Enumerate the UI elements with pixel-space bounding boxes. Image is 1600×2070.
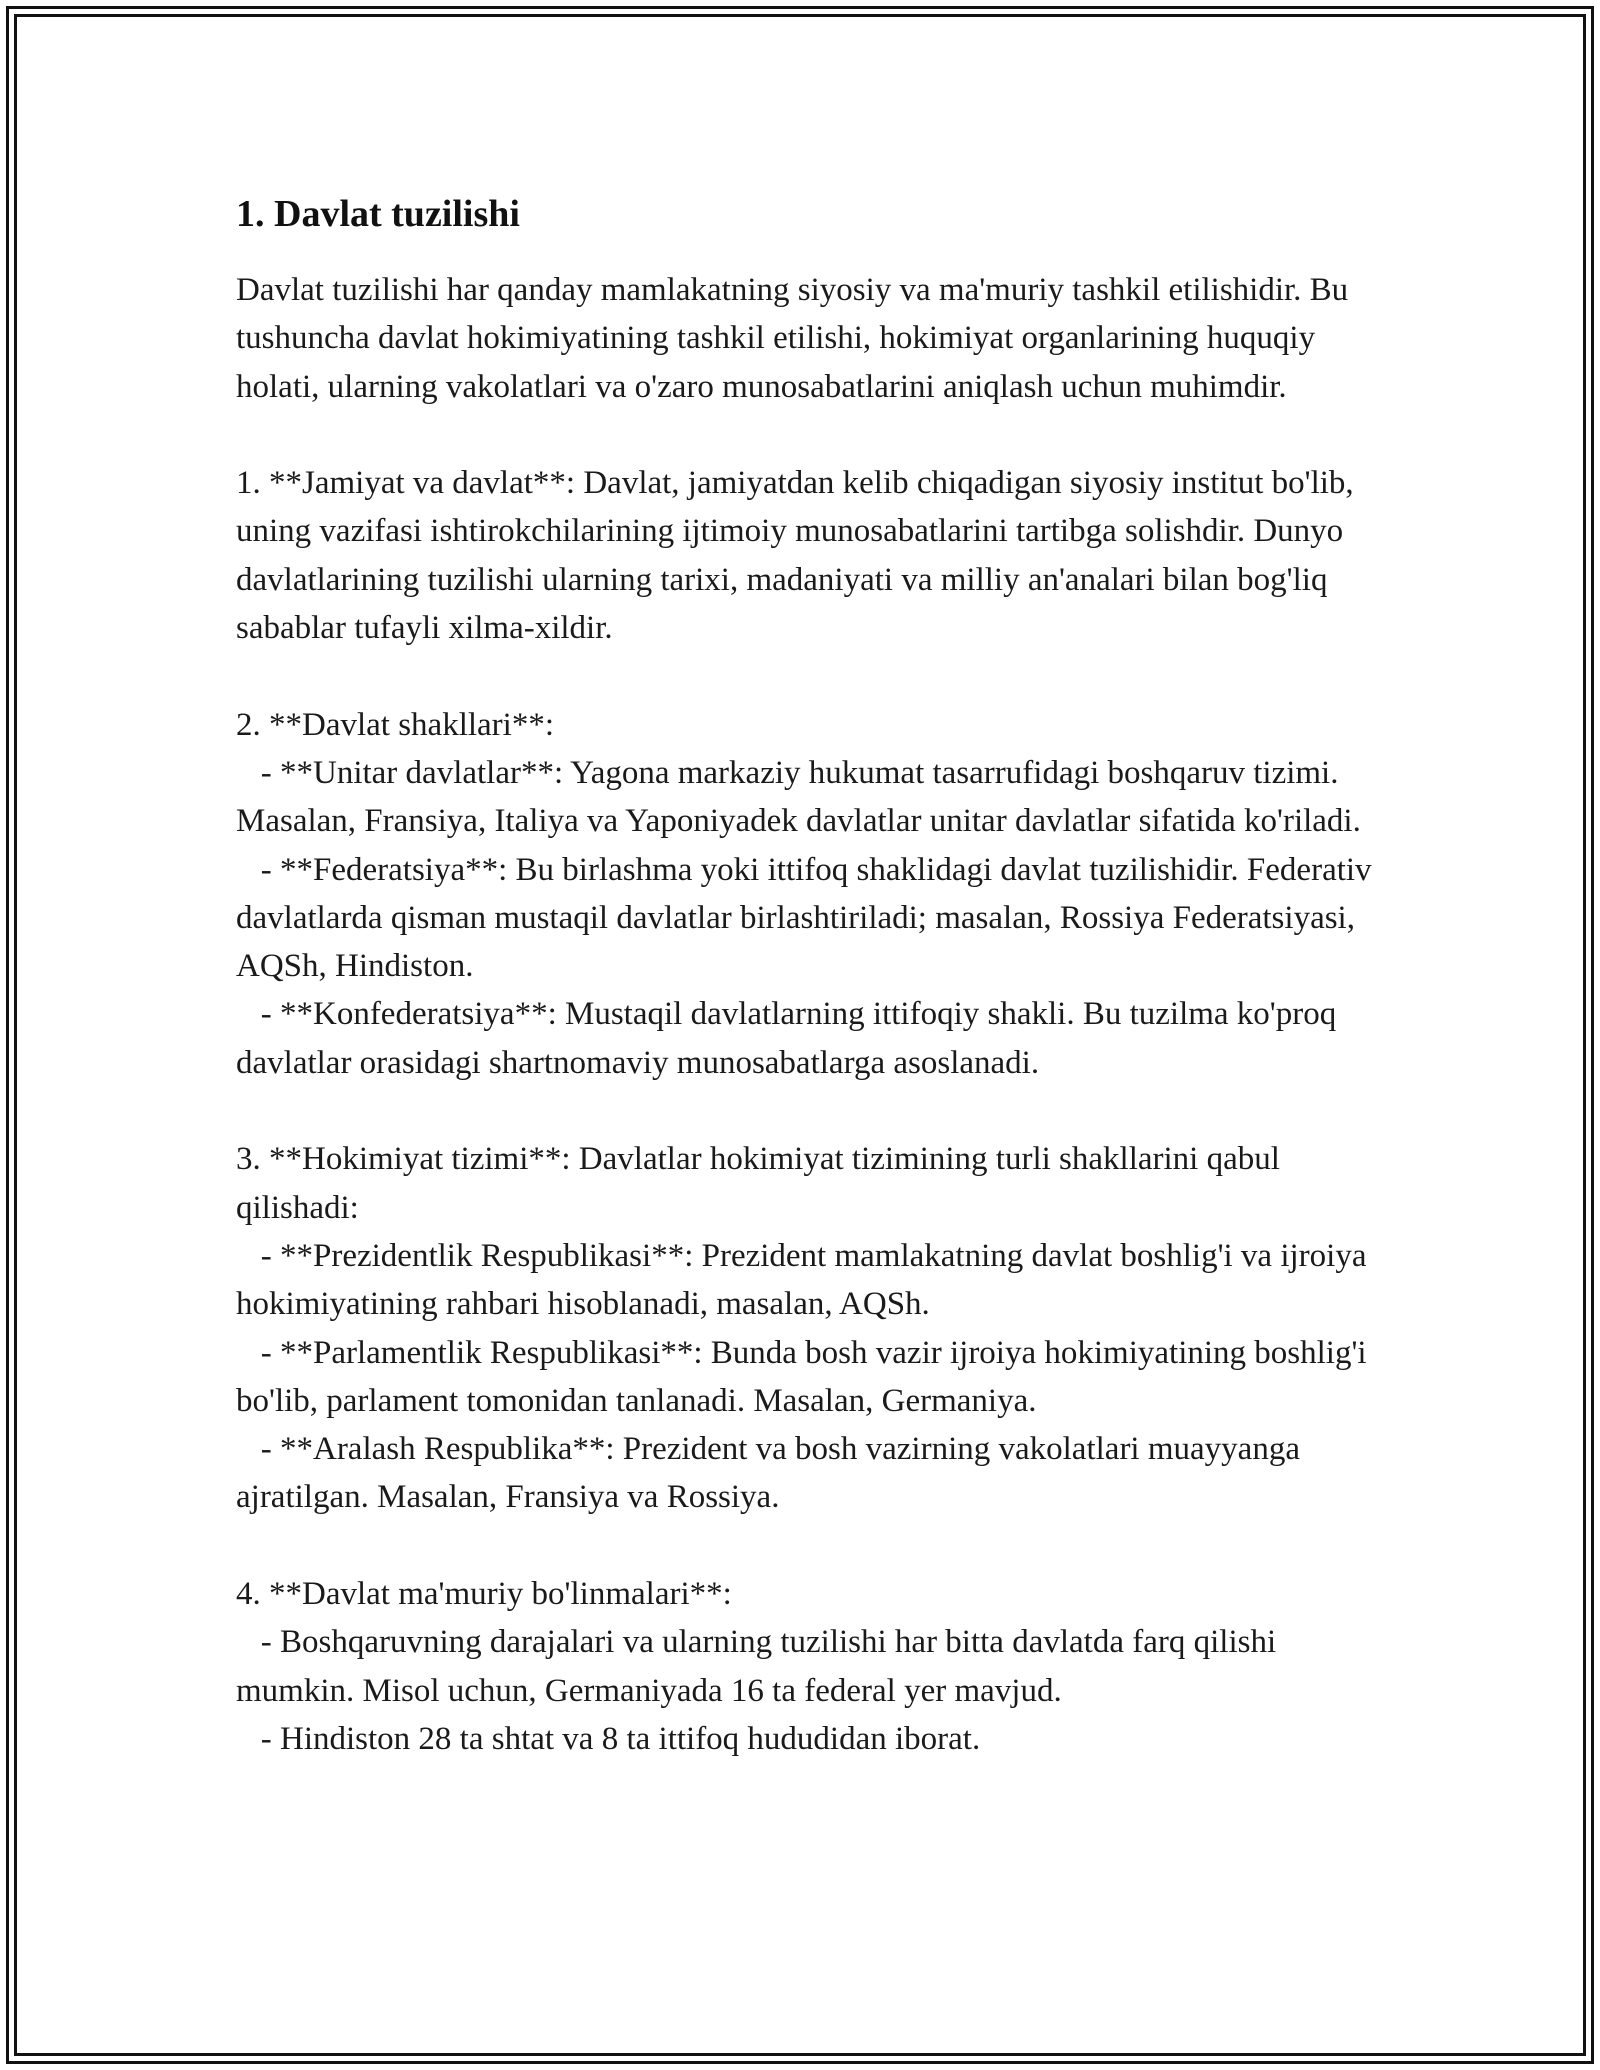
document-body: Davlat tuzilishi har qanday mamlakatning siyosiy va ma'muriy tashkil etilishidir. Bu tushuncha davlat hokimiyatining tashkil etilishi, hokimiyat organlarining huquqiy holati, ularning vakolatlari va o'zaro munosabatlarini aniqlash uchun muhimdir. 1. **Jamiyat va davlat**: Davlat, jamiyatdan kelib chiqadigan siyosiy institut bo'lib, uning vazifasi ishtirokchilarining ijtimoiy munosabatlarini tartibga solishdir. Dunyo davlatlarining tuzilishi ularning tarixi, madaniyati va milliy an'analari bilan bog'liq sabablar tufayli xilma-xildir. 2. **Davlat shakllari**: - **Unitar davlatlar**: Yagona markaziy hukumat tasarrufidagi boshqaruv tizimi. Masalan, Fransiya, Italiya va Yaponiyadek davlatlar unitar davlatlar sifatida ko'riladi. - **Federatsiya**: Bu birlashma yoki ittifoq shaklidagi davlat tuzilishidir. Federativ davlatlarda qisman mustaqil davlatlar birlashtiriladi; masalan, Rossiya Federatsiyasi, AQSh, Hindiston. - **Konfederatsiya**: Mustaqil davlatlarning ittifoqiy shakli. Bu tuzilma ko'proq davlatlar orasidagi shartnomaviy munosabatlarga asoslanadi. 3. **Hokimiyat tizimi**: Davlatlar hokimiyat tizimining turli shakllarini qabul qilishadi: - **Prezidentlik Respublikasi**: Prezident mamlakatning davlat boshlig'i va ijroiya hokimiyatining rahbari hisoblanadi, masalan, AQSh. - **Parlamentlik Respublikasi**: Bunda bosh vazir ijroiya hokimiyatining boshlig'i bo'lib, parlament tomonidan tanlanadi. Masalan, Germaniya. - **Aralash Respublika**: Prezident va bosh vazirning vakolatlari muayyanga ajratilgan. Masalan, Fransiya va Rossiya. 4. **Davlat ma'muriy bo'linmalari**: - Boshqaruvning darajalari va ularning tuzilishi har bitta davlatda farq qilishi mumkin. Misol uchun, Germaniyada 16 ta federal yer mavjud. - Hindiston 28 ta shtat va 8 ta ittifoq hududidan iborat. [236,272,1372,1757]
document-heading: 1. Davlat tuzilishi [236,193,520,235]
document-content [236,188,1376,1763]
